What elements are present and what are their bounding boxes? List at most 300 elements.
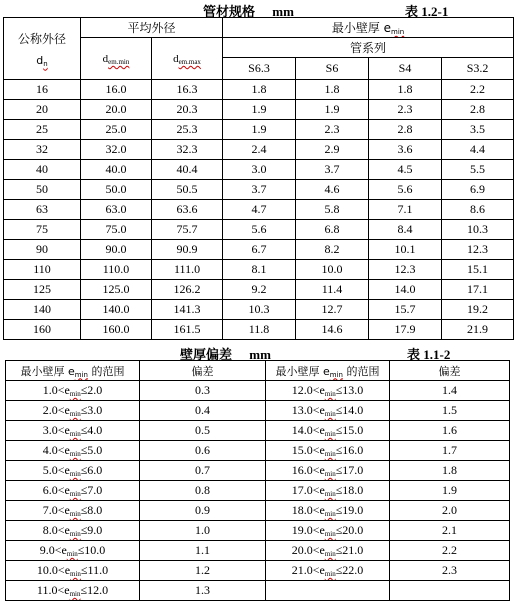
dmin-cell: 75.0 (81, 220, 152, 240)
le-sign: ≤ (335, 483, 343, 497)
lt-sign: < (57, 443, 65, 457)
le-sign: ≤ (80, 463, 88, 477)
table-row (4, 320, 514, 340)
s6-3-wall-cell: 1.8 (223, 80, 296, 100)
deviation-cell: 1.3 (140, 581, 266, 601)
dmin-cell: 125.0 (81, 280, 152, 300)
table-row (6, 501, 510, 521)
le-sign: ≤ (335, 403, 343, 417)
range-upper: 5.0 (87, 443, 103, 457)
nominal-od-header (4, 18, 81, 80)
series-header: S3.2 (442, 58, 514, 80)
lt-sign: < (57, 503, 65, 517)
deviation-cell: 0.9 (140, 501, 266, 521)
lt-sign: < (312, 543, 320, 557)
empty-cell (266, 581, 390, 601)
deviation-header-left: 偏差 (140, 361, 266, 381)
range-cell (6, 461, 140, 481)
nominal-od-cell: 63 (4, 200, 81, 220)
dmax-cell: 25.3 (152, 120, 223, 140)
deviation-cell: 0.7 (140, 461, 266, 481)
range-lower: 11.0 (36, 583, 58, 597)
e-symbol: e (64, 583, 70, 597)
e-symbol: e (64, 383, 70, 397)
deviation-cell: 1.5 (390, 401, 510, 421)
wall-deviation-table (5, 360, 510, 601)
s6-3-wall-cell: 2.4 (223, 140, 296, 160)
s6-3-wall-cell: 10.3 (223, 300, 296, 320)
e-subscript: min (70, 570, 81, 578)
range-header-left: 最小壁厚 $e_{min}$ 的范围 (6, 361, 140, 381)
range-cell (266, 501, 390, 521)
s3-2-wall-cell: 17.1 (442, 280, 514, 300)
e-subscript: min (324, 390, 336, 398)
e-symbol: e (319, 563, 325, 577)
range-cell (6, 521, 140, 541)
e-symbol: e (319, 443, 325, 457)
table1-header-row-1 (4, 18, 514, 38)
e-subscript: min (69, 510, 81, 518)
table1-title-text: 管材规格 (203, 4, 256, 19)
range-cell (6, 541, 140, 561)
le-sign: ≤ (80, 423, 88, 437)
e-subscript: min (69, 590, 81, 598)
e-subscript: min (324, 510, 336, 518)
s6-wall-cell: 1.9 (296, 100, 369, 120)
deviation-cell: 2.0 (390, 501, 510, 521)
deviation-cell: 2.1 (390, 521, 510, 541)
e-symbol: e (319, 503, 325, 517)
deviation-cell: 0.5 (140, 421, 266, 441)
s4-wall-cell: 2.3 (369, 100, 442, 120)
range-lower: 15.0 (291, 443, 313, 457)
nominal-od-cell: 110 (4, 260, 81, 280)
e-symbol: e (319, 403, 325, 417)
lt-sign: < (312, 483, 320, 497)
s6-3-wall-cell: 5.6 (223, 220, 296, 240)
e-subscript: min (324, 430, 336, 438)
s6-wall-cell: 8.2 (296, 240, 369, 260)
series-header: S6 (296, 58, 369, 80)
dmax-cell: 111.0 (152, 260, 223, 280)
e-subscript: min (324, 450, 336, 458)
range-upper: 16.0 (342, 443, 364, 457)
dmin-header: $d_{em.min}$ (81, 38, 152, 80)
nominal-od-cell: 20 (4, 100, 81, 120)
dmin-cell: 20.0 (81, 100, 152, 120)
range-cell (6, 481, 140, 501)
table-row (4, 200, 514, 220)
s6-wall-cell: 2.9 (296, 140, 369, 160)
nominal-od-cell: 32 (4, 140, 81, 160)
le-sign: ≤ (335, 503, 343, 517)
range-cell (266, 441, 390, 461)
range-lower: 18.0 (291, 503, 313, 517)
dmax-cell: 63.6 (152, 200, 223, 220)
table-row (6, 461, 510, 481)
le-sign: ≤ (335, 523, 343, 537)
range-upper: 13.0 (342, 383, 364, 397)
lt-sign: < (57, 563, 65, 577)
range-upper: 9.0 (87, 523, 103, 537)
range-cell (6, 501, 140, 521)
s6-3-wall-cell: 3.7 (223, 180, 296, 200)
s3-2-wall-cell: 3.5 (442, 120, 514, 140)
nominal-od-cell: 16 (4, 80, 81, 100)
deviation-cell: 2.2 (390, 541, 510, 561)
nominal-od-cell: 25 (4, 120, 81, 140)
s6-wall-cell: 14.6 (296, 320, 369, 340)
e-subscript: min (69, 450, 81, 458)
range-upper: 7.0 (87, 483, 103, 497)
range-cell (6, 381, 140, 401)
lt-sign: < (312, 503, 320, 517)
table2-title-text: 壁厚偏差 (180, 347, 233, 362)
range-cell (6, 401, 140, 421)
dmin-cell: 140.0 (81, 300, 152, 320)
range-header-right: 最小壁厚 $e_{min}$ 的范围 (266, 361, 390, 381)
s4-wall-cell: 8.4 (369, 220, 442, 240)
le-sign: ≤ (80, 563, 88, 577)
table-row (4, 180, 514, 200)
range-lower: 19.0 (291, 523, 313, 537)
deviation-cell: 0.3 (140, 381, 266, 401)
deviation-cell: 0.4 (140, 401, 266, 421)
lt-sign: < (54, 543, 62, 557)
e-subscript: min (69, 490, 81, 498)
lt-sign: < (57, 523, 65, 537)
e-symbol: e (64, 463, 70, 477)
le-sign: ≤ (77, 543, 85, 557)
le-sign: ≤ (80, 483, 88, 497)
range-lower: 8.0 (42, 523, 58, 537)
dmin-cell: 16.0 (81, 80, 152, 100)
range-lower: 12.0 (291, 383, 313, 397)
e-subscript: min (324, 490, 336, 498)
dmax-cell: 32.3 (152, 140, 223, 160)
dmin-cell: 63.0 (81, 200, 152, 220)
lt-sign: < (57, 423, 65, 437)
s4-wall-cell: 14.0 (369, 280, 442, 300)
table-row (6, 561, 510, 581)
dmax-cell: 16.3 (152, 80, 223, 100)
e-symbol: e (64, 503, 70, 517)
range-lower: 7.0 (42, 503, 58, 517)
table-row (4, 220, 514, 240)
s3-2-wall-cell: 19.2 (442, 300, 514, 320)
table-row (4, 160, 514, 180)
e-subscript: min (324, 570, 336, 578)
le-sign: ≤ (335, 423, 343, 437)
table-row (4, 240, 514, 260)
nominal-od-cell: 75 (4, 220, 81, 240)
e-symbol: e (319, 383, 325, 397)
dmin-cell: 110.0 (81, 260, 152, 280)
range-upper: 2.0 (87, 383, 103, 397)
s4-wall-cell: 2.8 (369, 120, 442, 140)
le-sign: ≤ (80, 503, 88, 517)
e-subscript: min (324, 470, 336, 478)
nominal-od-cell: 125 (4, 280, 81, 300)
s4-wall-cell: 12.3 (369, 260, 442, 280)
dmin-cell: 50.0 (81, 180, 152, 200)
e-subscript: min (324, 410, 336, 418)
le-sign: ≤ (80, 443, 88, 457)
table2-unit: mm (249, 347, 271, 362)
s4-wall-cell: 4.5 (369, 160, 442, 180)
range-upper: 22.0 (342, 563, 364, 577)
empty-cell (390, 581, 510, 601)
e-symbol: e (64, 443, 70, 457)
range-upper: 20.0 (342, 523, 364, 537)
s3-2-wall-cell: 2.2 (442, 80, 514, 100)
s6-3-wall-cell: 8.1 (223, 260, 296, 280)
range-upper: 19.0 (342, 503, 364, 517)
table-row (6, 541, 510, 561)
range-upper: 11.0 (87, 563, 109, 577)
range-upper: 21.0 (342, 543, 364, 557)
lt-sign: < (57, 483, 65, 497)
nominal-od-cell: 90 (4, 240, 81, 260)
deviation-cell: 1.9 (390, 481, 510, 501)
table-row (6, 521, 510, 541)
pipe-series-header: 管系列 (223, 38, 514, 58)
s4-wall-cell: 1.8 (369, 80, 442, 100)
dmin-cell: 160.0 (81, 320, 152, 340)
min-wall-header: 最小壁厚 $e_{min}$ (223, 18, 514, 38)
e-subscript: min (69, 390, 81, 398)
range-cell (6, 441, 140, 461)
range-lower: 20.0 (291, 543, 313, 557)
le-sign: ≤ (80, 523, 88, 537)
table2-ref: 表 1.1-2 (407, 347, 451, 362)
range-lower: 13.0 (291, 403, 313, 417)
s3-2-wall-cell: 10.3 (442, 220, 514, 240)
nominal-od-cell: 140 (4, 300, 81, 320)
range-cell (6, 421, 140, 441)
deviation-cell: 0.8 (140, 481, 266, 501)
deviation-header-right: 偏差 (390, 361, 510, 381)
s6-wall-cell: 1.8 (296, 80, 369, 100)
range-upper: 6.0 (87, 463, 103, 477)
s6-wall-cell: 12.7 (296, 300, 369, 320)
table2-header-row (6, 361, 510, 381)
dmax-cell: 161.5 (152, 320, 223, 340)
pipe-spec-table-body (4, 80, 514, 340)
range-lower: 3.0 (42, 423, 58, 437)
e-subscript: min (66, 550, 78, 558)
le-sign: ≤ (80, 383, 88, 397)
range-cell (266, 421, 390, 441)
range-cell (266, 541, 390, 561)
e-symbol: e (319, 463, 325, 477)
e-symbol: e (319, 483, 325, 497)
range-lower: 9.0 (39, 543, 55, 557)
table-row (6, 481, 510, 501)
s4-wall-cell: 5.6 (369, 180, 442, 200)
s3-2-wall-cell: 12.3 (442, 240, 514, 260)
lt-sign: < (312, 563, 320, 577)
dmax-header: $d_{em.max}$ (152, 38, 223, 80)
le-sign: ≤ (80, 583, 88, 597)
pipe-spec-table (3, 17, 514, 340)
s6-3-wall-cell: 3.0 (223, 160, 296, 180)
range-cell (266, 561, 390, 581)
e-subscript: min (69, 430, 81, 438)
dmin-cell: 40.0 (81, 160, 152, 180)
lt-sign: < (57, 463, 65, 477)
table-row (6, 581, 510, 601)
s6-wall-cell: 3.7 (296, 160, 369, 180)
s4-wall-cell: 10.1 (369, 240, 442, 260)
e-symbol: e (64, 423, 70, 437)
e-symbol: e (64, 403, 70, 417)
table-row (4, 100, 514, 120)
range-lower: 5.0 (42, 463, 58, 477)
lt-sign: < (57, 383, 65, 397)
range-upper: 8.0 (87, 503, 103, 517)
nominal-od-cell: 40 (4, 160, 81, 180)
table-row (6, 421, 510, 441)
table-row (6, 441, 510, 461)
nominal-od-cell: 160 (4, 320, 81, 340)
s4-wall-cell: 15.7 (369, 300, 442, 320)
s3-2-wall-cell: 4.4 (442, 140, 514, 160)
range-lower: 4.0 (42, 443, 58, 457)
range-cell (266, 381, 390, 401)
lt-sign: < (312, 423, 320, 437)
deviation-cell: 1.0 (140, 521, 266, 541)
e-symbol: e (319, 543, 325, 557)
lt-sign: < (312, 403, 320, 417)
s4-wall-cell: 17.9 (369, 320, 442, 340)
wall-deviation-table-body (6, 381, 510, 601)
s4-wall-cell: 3.6 (369, 140, 442, 160)
e-symbol: e (319, 523, 325, 537)
table1-unit: mm (272, 4, 294, 19)
deviation-cell: 1.2 (140, 561, 266, 581)
range-lower: 2.0 (42, 403, 58, 417)
dmax-cell: 20.3 (152, 100, 223, 120)
nominal-od-cell: 50 (4, 180, 81, 200)
lt-sign: < (312, 383, 320, 397)
le-sign: ≤ (335, 383, 343, 397)
deviation-cell: 1.6 (390, 421, 510, 441)
dmax-cell: 126.2 (152, 280, 223, 300)
deviation-cell: 1.8 (390, 461, 510, 481)
s4-wall-cell: 7.1 (369, 200, 442, 220)
range-lower: 17.0 (291, 483, 313, 497)
lt-sign: < (57, 403, 65, 417)
s6-wall-cell: 10.0 (296, 260, 369, 280)
s6-wall-cell: 2.3 (296, 120, 369, 140)
s6-3-wall-cell: 9.2 (223, 280, 296, 300)
mean-od-header: 平均外径 (81, 18, 223, 38)
e-subscript: min (324, 550, 336, 558)
deviation-cell: 1.7 (390, 441, 510, 461)
lt-sign: < (312, 443, 320, 457)
range-upper: 18.0 (342, 483, 364, 497)
table-row (4, 140, 514, 160)
range-upper: 10.0 (84, 543, 106, 557)
s6-3-wall-cell: 6.7 (223, 240, 296, 260)
table-row (6, 381, 510, 401)
s6-wall-cell: 6.8 (296, 220, 369, 240)
s6-3-wall-cell: 1.9 (223, 120, 296, 140)
e-symbol: e (64, 563, 71, 577)
range-cell (266, 461, 390, 481)
range-cell (6, 581, 140, 601)
lt-sign: < (57, 583, 65, 597)
table-row (4, 260, 514, 280)
dmax-cell: 50.5 (152, 180, 223, 200)
range-cell (266, 521, 390, 541)
range-upper: 3.0 (87, 403, 103, 417)
e-subscript: min (69, 410, 81, 418)
table-row (4, 80, 514, 100)
series-header: S6.3 (223, 58, 296, 80)
deviation-cell: 0.6 (140, 441, 266, 461)
dmax-cell: 75.7 (152, 220, 223, 240)
s3-2-wall-cell: 6.9 (442, 180, 514, 200)
s6-wall-cell: 11.4 (296, 280, 369, 300)
deviation-cell: 1.1 (140, 541, 266, 561)
range-lower: 10.0 (36, 563, 58, 577)
le-sign: ≤ (335, 463, 343, 477)
s3-2-wall-cell: 21.9 (442, 320, 514, 340)
s3-2-wall-cell: 8.6 (442, 200, 514, 220)
e-subscript: min (324, 530, 336, 538)
lt-sign: < (312, 523, 320, 537)
table1-header-row-2 (4, 38, 514, 58)
series-header: S4 (369, 58, 442, 80)
e-subscript: min (69, 470, 81, 478)
le-sign: ≤ (80, 403, 88, 417)
e-symbol: e (64, 483, 70, 497)
range-lower: 21.0 (291, 563, 313, 577)
e-symbol: e (319, 423, 325, 437)
table1-ref: 表 1.2-1 (405, 4, 449, 19)
table-row (4, 300, 514, 320)
nominal-od-symbol: $d_n$ (36, 53, 48, 68)
s6-3-wall-cell: 4.7 (223, 200, 296, 220)
range-upper: 12.0 (87, 583, 109, 597)
dmax-cell: 90.9 (152, 240, 223, 260)
dmin-cell: 90.0 (81, 240, 152, 260)
deviation-cell: 1.4 (390, 381, 510, 401)
lt-sign: < (312, 463, 320, 477)
e-symbol: e (64, 523, 70, 537)
s6-3-wall-cell: 1.9 (223, 100, 296, 120)
dmin-cell: 25.0 (81, 120, 152, 140)
s6-3-wall-cell: 11.8 (223, 320, 296, 340)
range-upper: 4.0 (87, 423, 103, 437)
range-upper: 15.0 (342, 423, 364, 437)
deviation-cell: 2.3 (390, 561, 510, 581)
range-cell (6, 561, 140, 581)
e-subscript: min (69, 530, 81, 538)
range-lower: 14.0 (291, 423, 313, 437)
range-cell (266, 481, 390, 501)
le-sign: ≤ (335, 543, 343, 557)
s6-wall-cell: 5.8 (296, 200, 369, 220)
table-row (6, 401, 510, 421)
range-lower: 16.0 (291, 463, 313, 477)
range-lower: 1.0 (42, 383, 58, 397)
dmin-cell: 32.0 (81, 140, 152, 160)
dmax-cell: 141.3 (152, 300, 223, 320)
le-sign: ≤ (335, 443, 343, 457)
